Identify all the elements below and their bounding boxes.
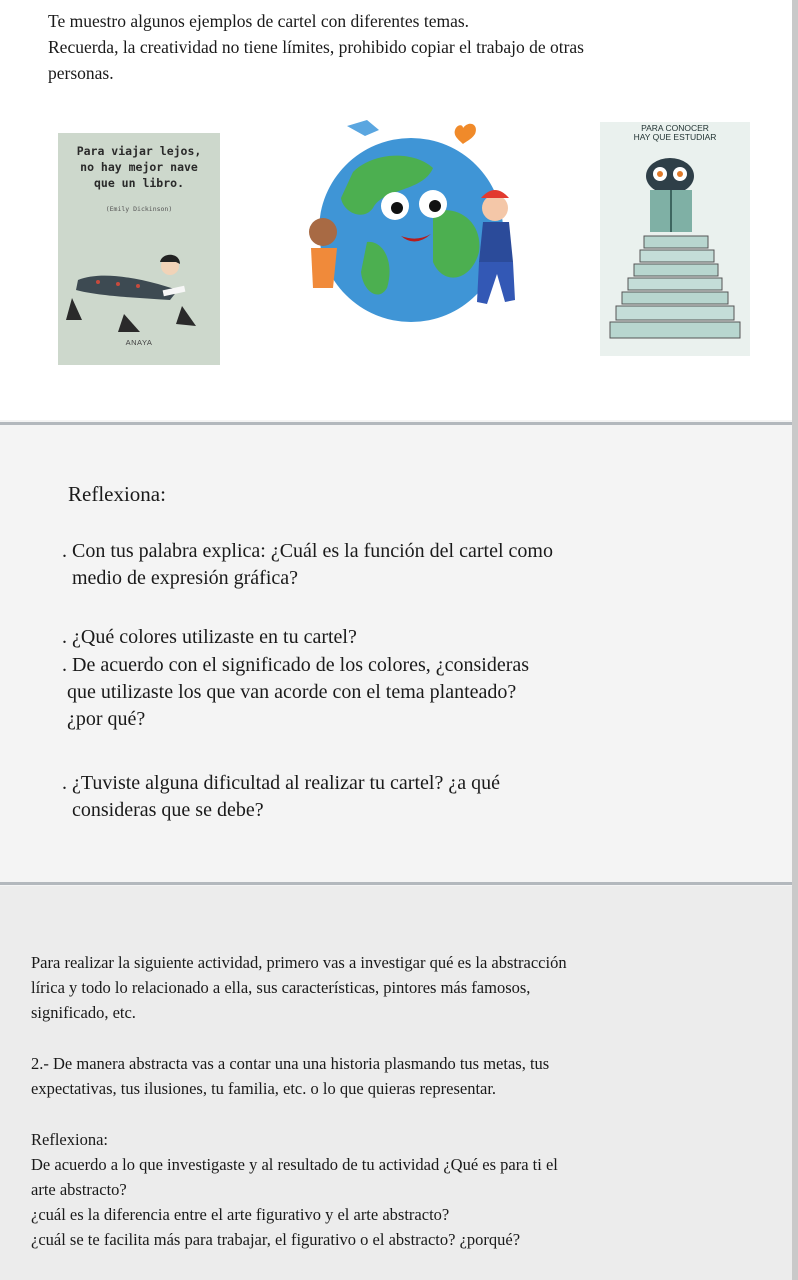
poster-study bbox=[600, 122, 750, 356]
poster-reading bbox=[58, 133, 220, 365]
activity-instructions-line-3: significado, etc. bbox=[31, 1003, 136, 1022]
question-3-line-3: ¿por qué? bbox=[67, 708, 146, 730]
poster-earth bbox=[283, 112, 543, 352]
question-color-meaning bbox=[62, 652, 702, 733]
question-1-line-2: medio de expresión gráfica? bbox=[72, 567, 299, 589]
intro-line-2: Recuerda, la creatividad no tiene límites, prohibido copiar el trabajo de otras bbox=[48, 37, 584, 57]
page-edge bbox=[792, 0, 798, 1280]
question-cartel-function bbox=[62, 538, 702, 592]
activity-instructions-line-2: lírica y todo lo relacionado a ella, sus características, pintores más famosos, bbox=[31, 978, 531, 997]
question-2-line-1: . ¿Qué colores utilizaste en tu cartel? bbox=[62, 626, 357, 648]
activity-reflexiona-heading: Reflexiona: bbox=[31, 1130, 108, 1149]
activity-task-2-line-1: 2.- De manera abstracta vas a contar una una historia plasmando tus metas, tus bbox=[31, 1054, 550, 1073]
activity-task-2 bbox=[31, 1051, 715, 1101]
activity-instructions bbox=[31, 950, 715, 1025]
intro-line-1: Te muestro algunos ejemplos de cartel con diferentes temas. bbox=[48, 11, 470, 31]
question-1-line-1: . Con tus palabra explica: ¿Cuál es la función del cartel como bbox=[62, 540, 553, 562]
question-4-line-1: . ¿Tuviste alguna dificultad al realizar tu cartel? ¿a qué bbox=[62, 772, 500, 794]
activity-instructions-line-1: Para realizar la siguiente actividad, primero vas a investigar qué es la abstracción bbox=[31, 953, 567, 972]
question-3-line-1: . De acuerdo con el significado de los colores, ¿consideras bbox=[62, 654, 530, 676]
question-difficulty bbox=[62, 770, 702, 824]
activity-question-1-line-1: De acuerdo a lo que investigaste y al resultado de tu actividad ¿Qué es para ti el bbox=[31, 1155, 558, 1174]
poster-reading-quote-line-2: no hay mejor nave bbox=[80, 160, 198, 174]
poster-study-heading bbox=[600, 124, 750, 142]
child-reading-illustration bbox=[58, 228, 220, 338]
activity-question-2: ¿cuál es la diferencia entre el arte figurativo y el arte abstracto? bbox=[31, 1205, 450, 1224]
poster-reading-quote-line-1: Para viajar lejos, bbox=[76, 144, 202, 158]
examples-section bbox=[0, 0, 792, 420]
question-4-line-2: consideras que se debe? bbox=[72, 799, 264, 821]
poster-reading-author: (Emily Dickinson) bbox=[105, 205, 173, 213]
poster-reading-brand: ANAYA bbox=[125, 338, 153, 347]
intro-text bbox=[48, 8, 748, 86]
section-divider bbox=[0, 422, 792, 425]
activity-question-1-line-2: arte abstracto? bbox=[31, 1180, 127, 1199]
activity-question-3: ¿cuál se te facilita más para trabajar, el figurativo o el abstracto? ¿porqué? bbox=[31, 1230, 521, 1249]
poster-study-heading-line-2: HAY QUE ESTUDIAR bbox=[633, 132, 717, 142]
section-divider bbox=[0, 882, 792, 885]
question-colors bbox=[62, 624, 702, 651]
intro-line-3: personas. bbox=[48, 63, 114, 83]
poster-reading-quote-line-3: que un libro. bbox=[93, 176, 184, 190]
activity-task-2-line-2: expectativas, tus ilusiones, tu familia, etc. o lo que quieras representar. bbox=[31, 1079, 497, 1098]
reflexiona-heading: Reflexiona: bbox=[68, 482, 166, 506]
owl-book-stack-illustration bbox=[600, 144, 750, 356]
poster-reading-quote bbox=[58, 143, 220, 191]
question-3-line-2: que utilizaste los que van acorde con el tema planteado? bbox=[67, 681, 517, 703]
poster-study-heading-line-1: PARA CONOCER bbox=[641, 123, 709, 133]
activity-reflection bbox=[31, 1127, 715, 1252]
